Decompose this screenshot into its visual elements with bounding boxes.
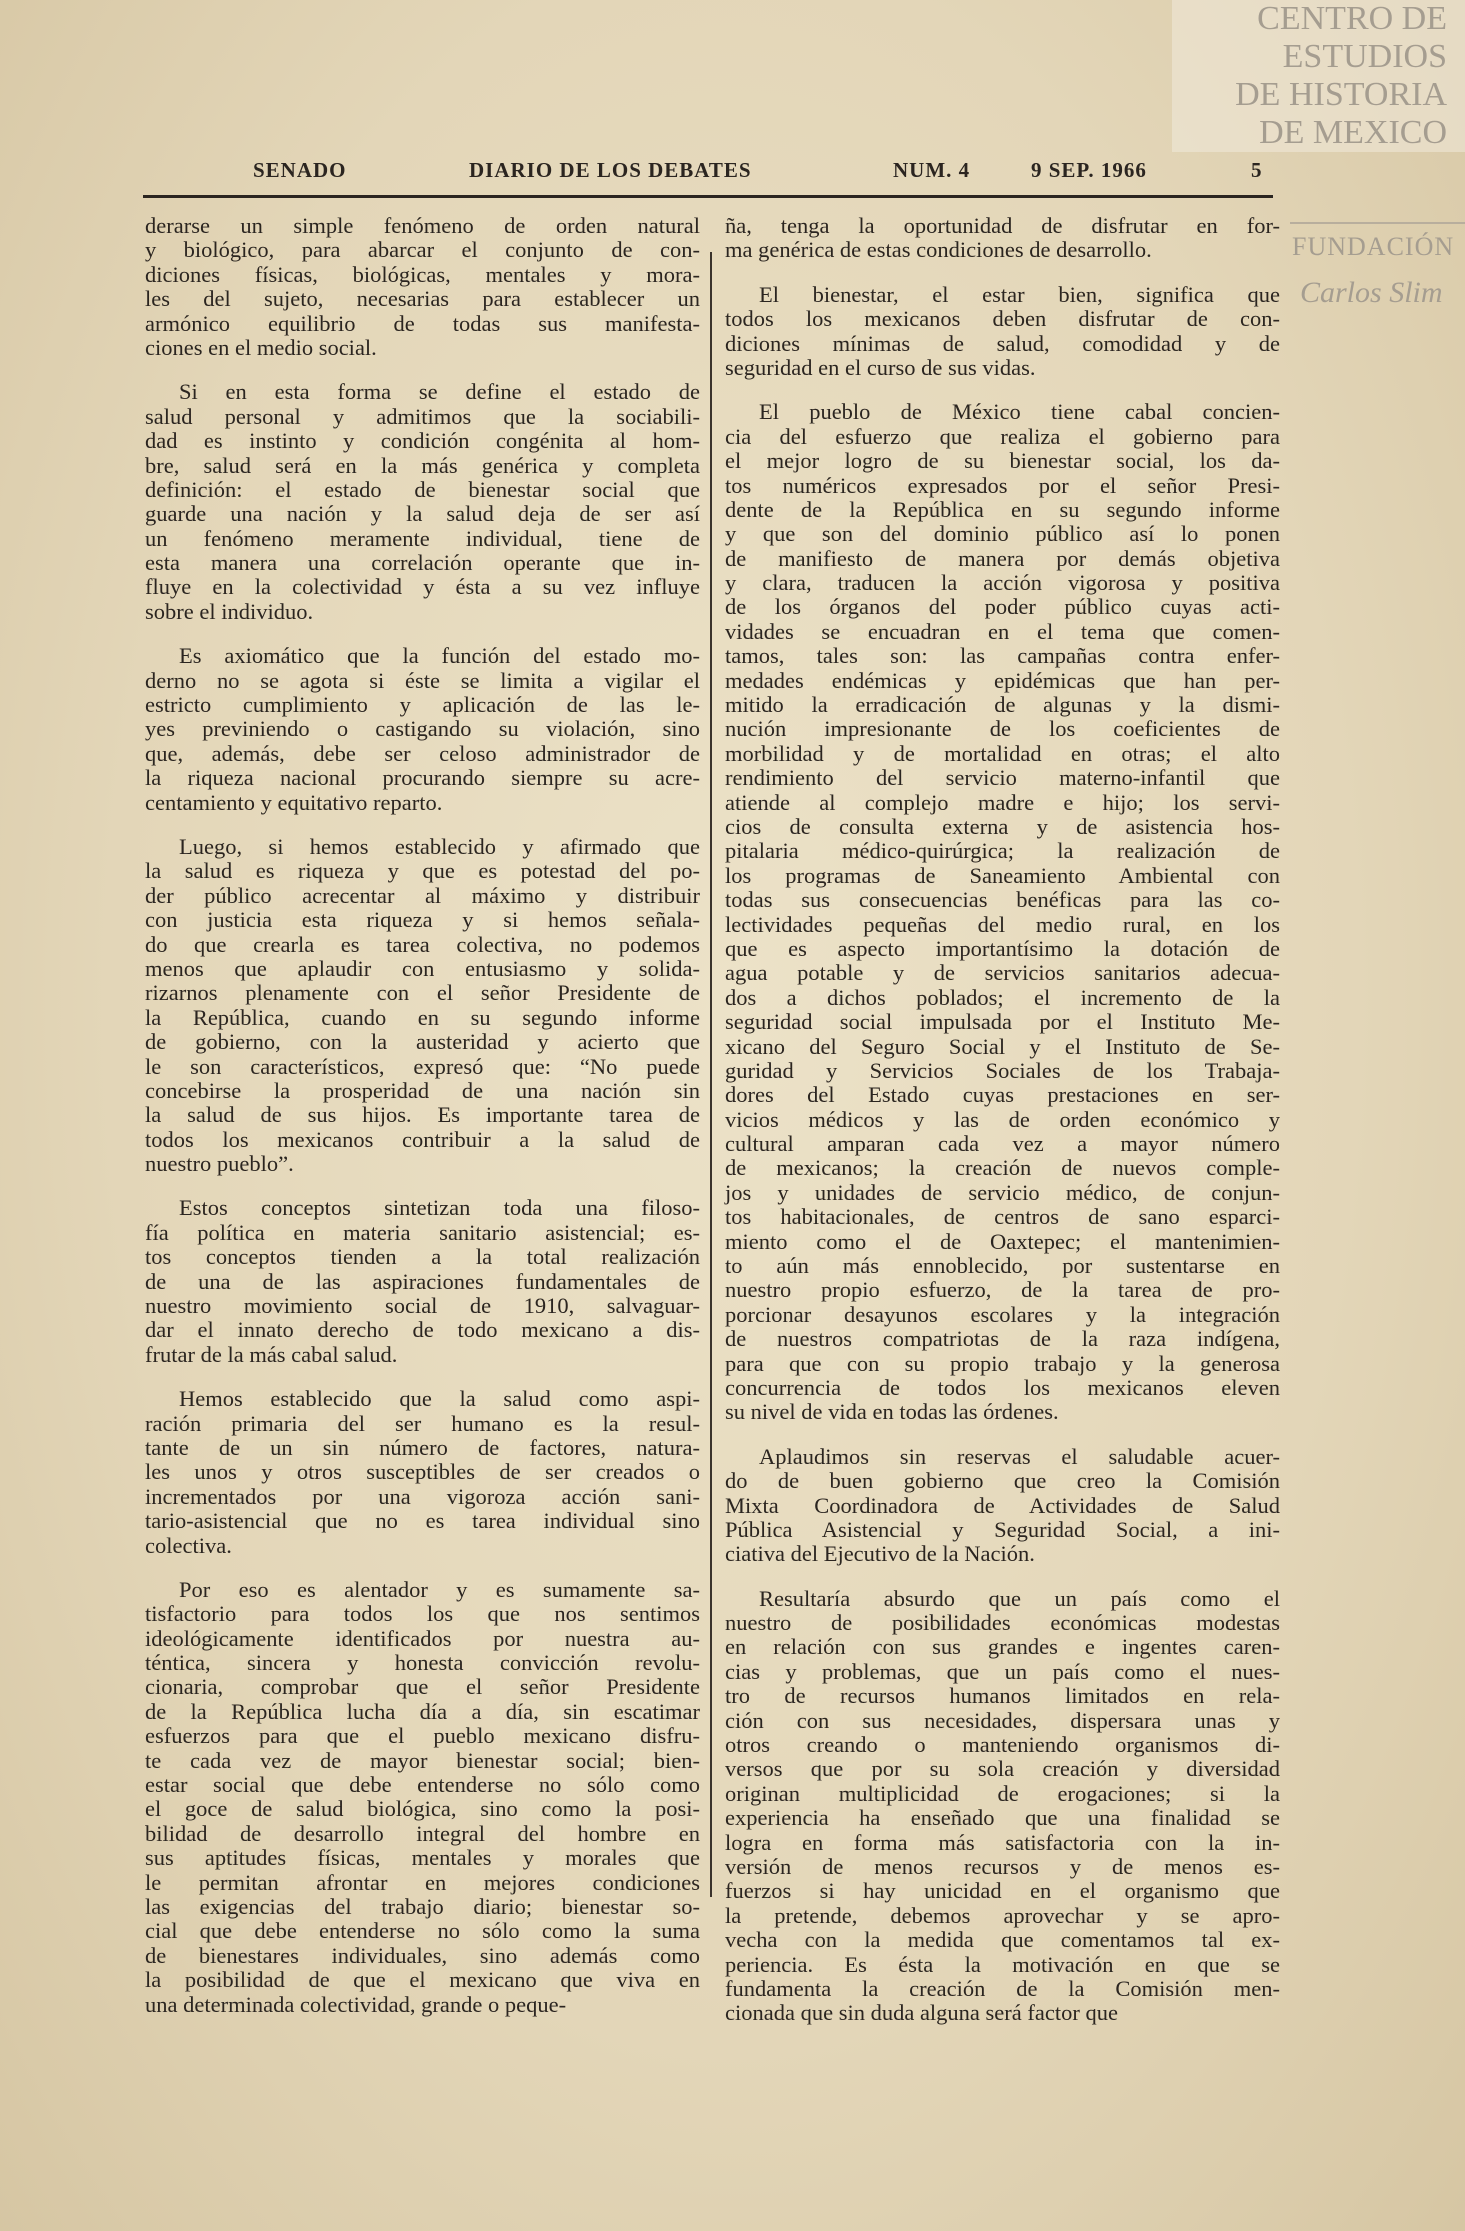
- text-line: dad es instinto y condición congénita al hom-: [145, 428, 700, 454]
- text-line: nuestro propio esfuerzo, de la tarea de pro-: [725, 1277, 1280, 1303]
- text-line: en relación con sus grandes e ingentes caren-: [725, 1634, 1280, 1660]
- text-line: el mejor logro de su bienestar social, los da-: [725, 448, 1280, 474]
- text-line: de los órganos del poder público cuyas acti-: [725, 594, 1280, 620]
- watermark-line: DE MEXICO: [1259, 114, 1447, 151]
- text-line: guarde una nación y la salud deja de ser así: [145, 501, 700, 527]
- text-line: la salud es riqueza y que es potestad del po-: [145, 858, 700, 884]
- paragraph: [145, 1578, 700, 2017]
- text-line: Resultaría absurdo que un país como el: [759, 1585, 1280, 1611]
- text-line: les del sujeto, necesarias para establecer un: [145, 286, 700, 312]
- text-line: fuerzos si hay unicidad en el organismo que: [725, 1878, 1280, 1904]
- text-line: versión de menos recursos y de menos es-: [725, 1854, 1280, 1879]
- text-line: seguridad social impulsada por el Instituto Me-: [725, 1009, 1280, 1035]
- text-line: y biológico, para abarcar el conjunto de con-: [145, 237, 700, 263]
- text-line: tante de un sin número de factores, natura-: [145, 1434, 700, 1460]
- text-line: esta manera una correlación operante que in-: [145, 550, 700, 576]
- text-line: la pretende, debemos aprovechar y se apro-: [725, 1902, 1280, 1928]
- text-line: todos los mexicanos contribuir a la salud de: [145, 1126, 700, 1152]
- text-line: estar social que debe entenderse no sólo como: [145, 1772, 700, 1798]
- text-line: de mexicanos; la creación de nuevos comple-: [725, 1155, 1280, 1181]
- text-line: definición: el estado de bienestar social que: [145, 476, 700, 502]
- text-line: Si en esta forma se define el estado de: [179, 379, 700, 405]
- text-line: cultural amparan cada vez a mayor número: [725, 1131, 1280, 1157]
- text-line: dar el innato derecho de todo mexicano a dis-: [145, 1317, 700, 1343]
- text-line: salud personal y admitimos que la sociabili-: [145, 403, 700, 429]
- text-line: derno no se agota si éste se limita a vigilar el: [145, 667, 700, 693]
- text-line: tario-asistencial que no es tarea individual sino: [145, 1508, 700, 1534]
- watermark-fundacion: FUNDACIÓN: [1292, 232, 1455, 261]
- paragraph: [145, 214, 700, 360]
- text-line: la riqueza nacional procurando siempre su acre-: [145, 765, 700, 791]
- text-line: ciones en el medio social.: [145, 334, 377, 360]
- text-line: cionaria, comprobar que el señor Presidente: [145, 1674, 700, 1700]
- text-line: tos conceptos tienden a la total realización: [145, 1244, 700, 1270]
- text-line: menos que aplaudir con entusiasmo y solida-: [145, 955, 700, 981]
- text-line: cia del esfuerzo que realiza el gobierno para: [725, 423, 1280, 449]
- text-line: las exigencias del trabajo diario; bienestar so-: [145, 1894, 700, 1919]
- header-number: NUM. 4: [893, 158, 971, 182]
- watermark-line: DE HISTORIA: [1235, 76, 1447, 113]
- header-chamber: SENADO: [253, 158, 347, 182]
- text-line: to aún más ennoblecido, por sustentarse en: [725, 1253, 1280, 1279]
- text-line: fluye en la colectividad y ésta a su vez influye: [145, 574, 700, 600]
- text-line: El bienestar, el estar bien, significa que: [759, 281, 1280, 307]
- text-line: yes previniendo o castigando su violación, sino: [145, 716, 700, 742]
- text-line: periencia. Es ésta la motivación en que se: [725, 1951, 1280, 1977]
- text-line: originan multiplicidad de erogaciones; si la: [725, 1780, 1280, 1806]
- text-line: mitido la erradicación de algunas y la dismi-: [725, 692, 1280, 718]
- text-line: sobre el individuo.: [145, 598, 314, 624]
- text-line: diciones físicas, biológicas, mentales y mora-: [145, 261, 700, 287]
- text-line: vecha con la medida que comentamos tal ex-: [725, 1927, 1280, 1953]
- text-line: Mixta Coordinadora de Actividades de Salud: [725, 1492, 1280, 1518]
- text-line: miento como el de Oaxtepec; el mantenimien-: [725, 1228, 1280, 1254]
- text-line: Por eso es alentador y es sumamente sa-: [179, 1576, 700, 1602]
- text-line: concebirse la prosperidad de una nación sin: [145, 1077, 700, 1103]
- text-line: y que son del dominio público así lo ponen: [725, 521, 1280, 547]
- text-line: ma genérica de estas condiciones de desarrollo.: [725, 237, 1152, 263]
- text-line: y clara, traducen la acción vigorosa y positiva: [725, 570, 1280, 596]
- text-line: nuestro pueblo”.: [145, 1151, 294, 1177]
- text-line: ideológicamente identificados por nuestra au-: [145, 1625, 700, 1651]
- text-line: bre, salud será en la más genérica y completa: [145, 452, 700, 478]
- text-line: ciativa del Ejecutivo de la Nación.: [725, 1541, 1035, 1567]
- text-line: tamos, tales son: las campañas contra enfer-: [725, 643, 1280, 669]
- left-column: [145, 214, 700, 2037]
- text-line: jos y unidades de servicio médico, de conjun-: [725, 1179, 1280, 1205]
- text-line: diciones mínimas de salud, comodidad y de: [725, 330, 1280, 356]
- text-line: de una de las aspiraciones fundamentales de: [145, 1268, 700, 1294]
- text-line: fía política en materia sanitario asistencial; es-: [145, 1219, 700, 1245]
- text-line: con justicia esta riqueza y si hemos señala-: [145, 907, 700, 933]
- text-line: téntica, sincera y honesta convicción revolu-: [145, 1650, 700, 1676]
- text-line: ña, tenga la oportunidad de disfrutar en for-: [725, 213, 1280, 238]
- text-line: estricto cumplimiento y aplicación de las le-: [145, 692, 700, 718]
- text-line: cios de consulta externa y de asistencia hos-: [725, 813, 1280, 839]
- text-line: do de buen gobierno que creo la Comisión: [725, 1468, 1280, 1494]
- text-line: nución impresionante de los coeficientes de: [725, 716, 1280, 742]
- paragraph: [145, 380, 700, 624]
- text-line: xicano del Seguro Social y el Instituto de Se-: [725, 1033, 1280, 1059]
- text-line: incrementados por una vigoroza acción sani-: [145, 1483, 700, 1509]
- text-line: que es aspecto importantísimo la dotación de: [725, 935, 1280, 961]
- text-line: de la República lucha día a día, sin escatimar: [145, 1698, 700, 1724]
- text-line: Luego, si hemos establecido y afirmado que: [179, 833, 700, 859]
- text-line: frutar de la más cabal salud.: [145, 1341, 398, 1367]
- text-line: concurrencia de todos los mexicanos eleven: [725, 1374, 1280, 1400]
- text-line: tos habitacionales, de centros de sano esparci-: [725, 1204, 1280, 1230]
- text-line: centamiento y equitativo reparto.: [145, 789, 443, 815]
- text-line: vidades se encuadran en el tema que comen-: [725, 618, 1280, 644]
- text-line: la posibilidad de que el mexicano que viva en: [145, 1967, 700, 1993]
- text-line: cionada que sin duda alguna será factor que: [725, 2000, 1118, 2026]
- text-line: El pueblo de México tiene cabal concien-: [759, 399, 1280, 425]
- text-line: dores del Estado cuyas prestaciones en ser-: [725, 1082, 1280, 1108]
- paragraph: [725, 1587, 1280, 2026]
- paragraph: [725, 1445, 1280, 1567]
- text-line: armónico equilibrio de todas sus manifesta-: [145, 310, 700, 336]
- text-line: un fenómeno meramente individual, tiene de: [145, 525, 700, 551]
- text-line: tisfactorio para todos los que nos sentimos: [145, 1601, 700, 1627]
- text-line: dos a dichos poblados; el incremento de la: [725, 984, 1280, 1010]
- text-line: morbilidad y de mortalidad en otras; el alto: [725, 740, 1280, 766]
- text-line: de gobierno, con la austeridad y acierto que: [145, 1029, 700, 1055]
- text-line: para que con su propio trabajo y la generosa: [725, 1350, 1280, 1376]
- text-line: nuestro movimiento social de 1910, salvaguar-: [145, 1293, 700, 1319]
- text-line: su nivel de vida en todas las órdenes.: [725, 1399, 1059, 1425]
- text-line: der público acrecentar al máximo y distribuir: [145, 882, 700, 908]
- text-line: de nuestros compatriotas de la raza indígena,: [725, 1326, 1280, 1352]
- text-line: Pública Asistencial y Seguridad Social, a ini-: [725, 1516, 1280, 1542]
- watermark-line: CENTRO DE: [1257, 0, 1447, 37]
- text-line: te cada vez de mayor bienestar social; bien-: [145, 1747, 700, 1773]
- paragraph: [145, 1387, 700, 1558]
- text-line: les unos y otros susceptibles de ser creados o: [145, 1459, 700, 1485]
- text-line: los programas de Saneamiento Ambiental con: [725, 862, 1280, 888]
- text-line: todas sus consecuencias benéficas para las co-: [725, 887, 1280, 913]
- watermark-line: ESTUDIOS: [1282, 38, 1447, 75]
- text-line: vicios médicos y las de orden económico y: [725, 1106, 1280, 1132]
- text-line: Es axiomático que la función del estado mo-: [179, 643, 700, 669]
- text-line: de bienestares individuales, sino además como: [145, 1942, 700, 1968]
- text-line: el goce de salud biológica, sino como la posi-: [145, 1796, 700, 1822]
- paragraph: [725, 214, 1280, 263]
- paragraph: [145, 835, 700, 1176]
- text-line: una determinada colectividad, grande o peque-: [145, 1991, 567, 2017]
- text-line: tro de recursos humanos limitados en rela-: [725, 1683, 1280, 1709]
- text-line: porcionar desayunos escolares y la integración: [725, 1301, 1280, 1327]
- text-line: Hemos establecido que la salud como aspi-: [179, 1386, 700, 1412]
- text-line: cial que debe entenderse no sólo como la suma: [145, 1918, 700, 1944]
- text-line: le permitan afrontar en mejores condiciones: [145, 1869, 700, 1895]
- column-divider: [710, 252, 712, 1897]
- text-line: la República, cuando en su segundo informe: [145, 1004, 700, 1030]
- text-line: colectiva.: [145, 1532, 232, 1558]
- text-line: Aplaudimos sin reservas el saludable acuer-: [759, 1443, 1280, 1469]
- text-line: otros creando o manteniendo organismos di-: [725, 1732, 1280, 1758]
- text-line: de manifiesto de manera por demás objetiva: [725, 545, 1280, 571]
- paragraph: [145, 1196, 700, 1367]
- text-line: sus aptitudes físicas, mentales y morales que: [145, 1845, 700, 1871]
- text-line: logra en forma más satisfactoria con la in-: [725, 1829, 1280, 1855]
- paragraph: [725, 400, 1280, 1424]
- text-line: atiende al complejo madre e hijo; los servi-: [725, 789, 1280, 815]
- text-line: dente de la República en su segundo informe: [725, 496, 1280, 522]
- text-line: esfuerzos para que el pueblo mexicano disfru-: [145, 1723, 700, 1749]
- header-date: 9 SEP. 1966: [1031, 158, 1147, 182]
- text-line: nuestro de posibilidades económicas modestas: [725, 1610, 1280, 1636]
- watermark-signature: Carlos Slim: [1300, 276, 1443, 309]
- text-line: cias y problemas, que un país como el nues-: [725, 1658, 1280, 1684]
- header-rule: [143, 195, 1273, 198]
- text-line: agua potable y de servicios sanitarios adecua-: [725, 960, 1280, 986]
- text-line: bilidad de desarrollo integral del hombre en: [145, 1820, 700, 1846]
- text-line: fundamenta la creación de la Comisión men-: [725, 1975, 1280, 2001]
- text-line: todos los mexicanos deben disfrutar de con-: [725, 306, 1280, 332]
- text-line: rendimiento del servicio materno-infantil que: [725, 765, 1280, 791]
- text-line: rizarnos plenamente con el señor Presidente de: [145, 980, 700, 1006]
- text-line: le son característicos, expresó que: “No puede: [145, 1053, 700, 1079]
- paragraph: [145, 644, 700, 815]
- text-line: derarse un simple fenómeno de orden natural: [145, 213, 700, 238]
- text-line: Estos conceptos sintetizan toda una filoso-: [179, 1195, 700, 1221]
- header-publication: DIARIO DE LOS DEBATES: [469, 158, 752, 182]
- text-line: seguridad en el curso de sus vidas.: [725, 354, 1036, 380]
- text-line: la salud de sus hijos. Es importante tarea de: [145, 1102, 700, 1128]
- text-line: do que crearla es tarea colectiva, no podemos: [145, 931, 700, 957]
- paragraph: [725, 283, 1280, 381]
- text-line: medades endémicas y epidémicas que han per-: [725, 667, 1280, 693]
- watermark-rule: [1290, 222, 1465, 224]
- text-line: que, además, debe ser celoso administrador de: [145, 740, 700, 766]
- text-line: versos que por su sola creación y diversidad: [725, 1756, 1280, 1782]
- text-line: ración primaria del ser humano es la resul-: [145, 1410, 700, 1436]
- text-line: experiencia ha enseñado que una finalidad se: [725, 1805, 1280, 1831]
- text-line: tos numéricos expresados por el señor Presi-: [725, 472, 1280, 498]
- text-line: lectividades pequeñas del medio rural, en los: [725, 911, 1280, 937]
- right-column: [725, 214, 1280, 2046]
- text-line: guridad y Servicios Sociales de los Trabaja-: [725, 1057, 1280, 1083]
- text-line: pitalaria médico-quirúrgica; la realización de: [725, 838, 1280, 864]
- text-line: ción con sus necesidades, dispersara unas y: [725, 1707, 1280, 1733]
- header-page-number: 5: [1251, 158, 1263, 182]
